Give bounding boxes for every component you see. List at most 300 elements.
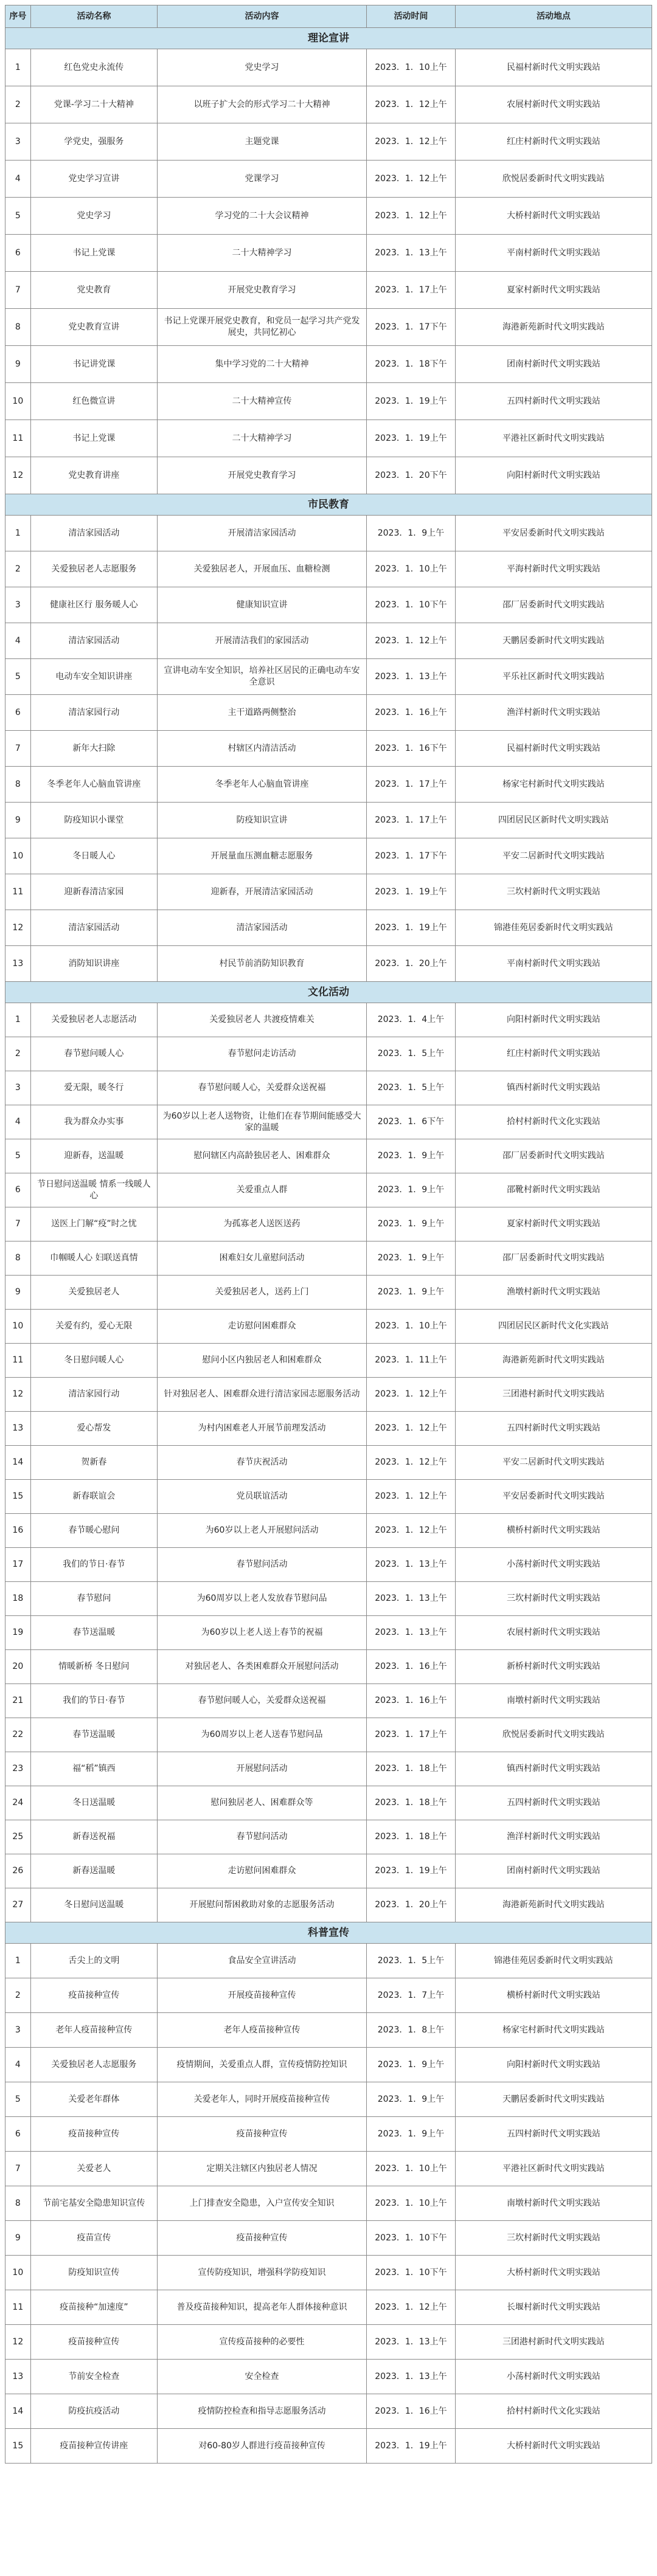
table-row (5, 551, 652, 587)
cell-name: 新春送祝福 (30, 1820, 157, 1854)
cell-time: 2023．1．12上午 (367, 1514, 456, 1548)
cell-name: 防疫知识宣传 (30, 2256, 157, 2290)
cell-no: 9 (5, 346, 31, 383)
header-time: 活动时间 (367, 5, 456, 28)
cell-location: 平安二居新时代文明实践站 (455, 838, 652, 874)
cell-no: 12 (5, 457, 31, 494)
cell-name: 党史教育宣讲 (30, 309, 157, 346)
cell-content: 关爱独居老人，开展血压、血糖检测 (158, 551, 367, 587)
cell-name: 我们的节日·春节 (30, 1684, 157, 1718)
cell-location: 夏家村新时代文明实践站 (455, 1207, 652, 1241)
cell-time: 2023．1．13上午 (367, 235, 456, 272)
cell-location: 五四村新时代文明实践站 (455, 1412, 652, 1446)
table-row (5, 2394, 652, 2429)
table-row (5, 1139, 652, 1173)
cell-location: 民福村新时代文明实践站 (455, 731, 652, 767)
cell-content: 针对独居老人、困难群众进行清洁家园志愿服务活动 (158, 1378, 367, 1412)
cell-time: 2023．1．19上午 (367, 383, 456, 420)
cell-time: 2023．1．13上午 (367, 1582, 456, 1616)
cell-location: 平南村新时代文明实践站 (455, 235, 652, 272)
cell-time: 2023．1．17上午 (367, 767, 456, 803)
cell-content: 定期关注辖区内独居老人情况 (158, 2152, 367, 2186)
cell-name: 书记上党课 (30, 235, 157, 272)
cell-location: 向阳村新时代文明实践站 (455, 457, 652, 494)
cell-location: 天鹏居委新时代文明实践站 (455, 2082, 652, 2117)
cell-location: 镇西村新时代文明实践站 (455, 1071, 652, 1105)
cell-name: 清洁家园行动 (30, 695, 157, 731)
cell-no: 25 (5, 1820, 31, 1854)
table-row (5, 659, 652, 695)
table-row (5, 1684, 652, 1718)
cell-content: 主干道路两侧整治 (158, 695, 367, 731)
cell-name: 冬季老年人心脑血管讲座 (30, 767, 157, 803)
cell-location: 横桥村新时代文明实践站 (455, 1978, 652, 2013)
cell-time: 2023．1．13上午 (367, 2360, 456, 2394)
cell-content: 二十大精神学习 (158, 235, 367, 272)
cell-name: 党史教育讲座 (30, 457, 157, 494)
cell-content: 慰问小区内独居老人和困难群众 (158, 1344, 367, 1378)
cell-no: 10 (5, 838, 31, 874)
table-row (5, 1786, 652, 1820)
cell-location: 海港新苑新时代文明实践站 (455, 309, 652, 346)
cell-name: 春节送温暖 (30, 1718, 157, 1752)
cell-name: 新春联谊会 (30, 1480, 157, 1514)
cell-time: 2023．1．12上午 (367, 1378, 456, 1412)
cell-content: 为村内困难老人开展节前理发活动 (158, 1412, 367, 1446)
cell-content: 疫情防控检查和指导志愿服务活动 (158, 2394, 367, 2429)
cell-name: 关爱有约，爱心无限 (30, 1310, 157, 1344)
cell-location: 海港新苑新时代文明实践站 (455, 1888, 652, 1922)
table-row (5, 123, 652, 161)
cell-location: 新桥村新时代文明实践站 (455, 1650, 652, 1684)
cell-name: 节前宅基安全隐患知识宣传 (30, 2186, 157, 2221)
cell-location: 三团港村新时代文明实践站 (455, 1378, 652, 1412)
cell-location: 平安居委新时代文明实践站 (455, 1480, 652, 1514)
table-row (5, 2117, 652, 2152)
cell-location: 平港社区新时代文明实践站 (455, 420, 652, 457)
cell-location: 杨家宅村新时代文明实践站 (455, 2013, 652, 2048)
cell-content: 开展清洁家园活动 (158, 516, 367, 551)
table-row (5, 1344, 652, 1378)
cell-location: 邵靴村新时代文明实践站 (455, 1173, 652, 1207)
cell-time: 2023．1．12上午 (367, 2290, 456, 2325)
cell-location: 平乐社区新时代文明实践站 (455, 659, 652, 695)
section-title: 理论宣讲 (5, 28, 652, 49)
table-row (5, 1888, 652, 1922)
cell-name: 党史学习 (30, 198, 157, 235)
cell-name: 书记上党课 (30, 420, 157, 457)
cell-time: 2023．1．12上午 (367, 623, 456, 659)
cell-location: 小荡村新时代文明实践站 (455, 2360, 652, 2394)
cell-location: 四团居民区新时代文明实践站 (455, 803, 652, 838)
cell-content: 安全检查 (158, 2360, 367, 2394)
cell-content: 春节庆祝活动 (158, 1446, 367, 1480)
cell-content: 春节慰问活动 (158, 1548, 367, 1582)
cell-content: 对独居老人、各类困难群众开展慰问活动 (158, 1650, 367, 1684)
cell-name: 我为群众办实事 (30, 1105, 157, 1139)
table-row (5, 1548, 652, 1582)
cell-name: 电动车安全知识讲座 (30, 659, 157, 695)
cell-time: 2023．1．18上午 (367, 1752, 456, 1786)
cell-name: 红色党史永流传 (30, 49, 157, 86)
cell-content: 春节慰问暖人心，关爱群众送祝福 (158, 1684, 367, 1718)
cell-no: 7 (5, 2152, 31, 2186)
cell-location: 大桥村新时代文明实践站 (455, 2429, 652, 2464)
cell-name: 清洁家园活动 (30, 910, 157, 946)
cell-no: 2 (5, 86, 31, 123)
cell-name: 爱无限，暖冬行 (30, 1071, 157, 1105)
section-row (5, 1922, 652, 1944)
cell-content: 走访慰问困难群众 (158, 1310, 367, 1344)
cell-no: 22 (5, 1718, 31, 1752)
cell-time: 2023．1．10上午 (367, 1310, 456, 1344)
cell-no: 26 (5, 1854, 31, 1888)
cell-content: 党课学习 (158, 161, 367, 198)
cell-no: 12 (5, 2325, 31, 2360)
cell-time: 2023．1．17上午 (367, 803, 456, 838)
cell-name: 关爱老人 (30, 2152, 157, 2186)
cell-no: 27 (5, 1888, 31, 1922)
cell-time: 2023．1．19上午 (367, 2429, 456, 2464)
cell-no: 1 (5, 516, 31, 551)
table-row (5, 1412, 652, 1446)
cell-name: 送医上门解“疫”时之忧 (30, 1207, 157, 1241)
cell-content: 为60周岁以上老人发放春节慰问品 (158, 1582, 367, 1616)
cell-no: 14 (5, 2394, 31, 2429)
table-row (5, 623, 652, 659)
cell-content: 困难妇女儿童慰问活动 (158, 1241, 367, 1276)
cell-name: 清洁家园行动 (30, 1378, 157, 1412)
table-row (5, 874, 652, 910)
cell-location: 大桥村新时代文明实践站 (455, 198, 652, 235)
cell-no: 7 (5, 731, 31, 767)
cell-name: 春节慰问 (30, 1582, 157, 1616)
cell-name: 疫苗接种宣传 (30, 2117, 157, 2152)
cell-content: 慰问独居老人、困难群众等 (158, 1786, 367, 1820)
cell-time: 2023．1．19上午 (367, 420, 456, 457)
cell-time: 2023．1．18上午 (367, 1786, 456, 1820)
cell-time: 2023．1．9上午 (367, 1139, 456, 1173)
cell-location: 锦港佳苑居委新时代文明实践站 (455, 910, 652, 946)
cell-location: 农展村新时代文明实践站 (455, 86, 652, 123)
cell-time: 2023．1．17下午 (367, 309, 456, 346)
cell-time: 2023．1．5上午 (367, 1037, 456, 1071)
cell-content: 对60-80岁人群进行疫苗接种宣传 (158, 2429, 367, 2464)
cell-location: 天鹏居委新时代文明实践站 (455, 623, 652, 659)
table-row (5, 1944, 652, 1978)
cell-time: 2023．1．9上午 (367, 2048, 456, 2082)
table-row (5, 1650, 652, 1684)
cell-no: 1 (5, 49, 31, 86)
cell-name: 学党史，强服务 (30, 123, 157, 161)
table-row (5, 1276, 652, 1310)
cell-content: 开展党史教育学习 (158, 457, 367, 494)
cell-content: 冬季老年人心脑血管讲座 (158, 767, 367, 803)
cell-location: 五四村新时代文明实践站 (455, 2117, 652, 2152)
cell-name: 巾帼暖人心 妇联送真情 (30, 1241, 157, 1276)
cell-no: 6 (5, 2117, 31, 2152)
cell-name: 冬日慰问送温暖 (30, 1888, 157, 1922)
cell-time: 2023．1．10上午 (367, 49, 456, 86)
table-row (5, 420, 652, 457)
cell-content: 主题党课 (158, 123, 367, 161)
cell-name: 红色微宣讲 (30, 383, 157, 420)
cell-content: 集中学习党的二十大精神 (158, 346, 367, 383)
table-row (5, 1105, 652, 1139)
cell-no: 15 (5, 2429, 31, 2464)
cell-location: 五四村新时代文明实践站 (455, 383, 652, 420)
cell-no: 10 (5, 1310, 31, 1344)
cell-content: 关爱独居老人 共渡疫情难关 (158, 1003, 367, 1037)
cell-no: 9 (5, 2221, 31, 2256)
cell-no: 11 (5, 2290, 31, 2325)
cell-name: 疫苗接种宣传 (30, 2325, 157, 2360)
cell-content: 疫苗接种宣传 (158, 2221, 367, 2256)
cell-no: 5 (5, 2082, 31, 2117)
cell-content: 村民节前消防知识教育 (158, 946, 367, 982)
cell-location: 邵厂居委新时代文明实践站 (455, 587, 652, 623)
cell-time: 2023．1．9上午 (367, 1207, 456, 1241)
cell-no: 15 (5, 1480, 31, 1514)
cell-time: 2023．1．8上午 (367, 2013, 456, 2048)
section-title: 文化活动 (5, 982, 652, 1003)
cell-no: 9 (5, 1276, 31, 1310)
cell-time: 2023．1．12上午 (367, 1446, 456, 1480)
table-header (5, 5, 652, 28)
cell-location: 大桥村新时代文明实践站 (455, 2256, 652, 2290)
cell-no: 17 (5, 1548, 31, 1582)
cell-content: 开展慰问帮困救助对象的志愿服务活动 (158, 1888, 367, 1922)
cell-no: 10 (5, 383, 31, 420)
table-row (5, 2082, 652, 2117)
cell-content: 学习党的二十大会议精神 (158, 198, 367, 235)
cell-time: 2023．1．10下午 (367, 587, 456, 623)
cell-no: 14 (5, 1446, 31, 1480)
cell-location: 向阳村新时代文明实践站 (455, 1003, 652, 1037)
cell-content: 疫情期间，关爱重点人群，宣传疫情防控知识 (158, 2048, 367, 2082)
cell-no: 7 (5, 272, 31, 309)
table-row (5, 1480, 652, 1514)
table-row (5, 2152, 652, 2186)
cell-time: 2023．1．13上午 (367, 2325, 456, 2360)
cell-location: 欣悦居委新时代文明实践站 (455, 161, 652, 198)
cell-time: 2023．1．20下午 (367, 457, 456, 494)
cell-name: 新年大扫除 (30, 731, 157, 767)
table-row (5, 803, 652, 838)
cell-no: 19 (5, 1616, 31, 1650)
cell-content: 关爱老年人，同时开展疫苗接种宣传 (158, 2082, 367, 2117)
table-row (5, 1752, 652, 1786)
cell-name: 疫苗接种“加速度” (30, 2290, 157, 2325)
cell-no: 1 (5, 1003, 31, 1037)
cell-time: 2023．1．10下午 (367, 2221, 456, 2256)
cell-no: 3 (5, 587, 31, 623)
table-row (5, 1718, 652, 1752)
table-row (5, 2325, 652, 2360)
cell-location: 平海村新时代文明实践站 (455, 551, 652, 587)
table-row (5, 1241, 652, 1276)
cell-time: 2023．1．18上午 (367, 1820, 456, 1854)
table-row (5, 272, 652, 309)
cell-no: 6 (5, 1173, 31, 1207)
table-row (5, 516, 652, 551)
cell-location: 三坎村新时代文明实践站 (455, 874, 652, 910)
cell-no: 3 (5, 123, 31, 161)
cell-no: 12 (5, 1378, 31, 1412)
cell-location: 平港社区新时代文明实践站 (455, 2152, 652, 2186)
cell-time: 2023．1．16上午 (367, 2394, 456, 2429)
cell-time: 2023．1．13上午 (367, 659, 456, 695)
cell-no: 2 (5, 1037, 31, 1071)
cell-content: 防疫知识宣讲 (158, 803, 367, 838)
header-no: 序号 (5, 5, 31, 28)
cell-time: 2023．1．19上午 (367, 1854, 456, 1888)
table-row (5, 1207, 652, 1241)
cell-location: 平安二居新时代文明实践站 (455, 1446, 652, 1480)
cell-content: 宣传防疫知识，增强科学防疫知识 (158, 2256, 367, 2290)
cell-location: 拾村村新时代文化实践站 (455, 2394, 652, 2429)
cell-time: 2023．1．12上午 (367, 123, 456, 161)
cell-location: 横桥村新时代文明实践站 (455, 1514, 652, 1548)
table-row (5, 1514, 652, 1548)
cell-no: 7 (5, 1207, 31, 1241)
cell-content: 为孤寡老人送医送药 (158, 1207, 367, 1241)
table-row (5, 2429, 652, 2464)
cell-name: 关爱老年群体 (30, 2082, 157, 2117)
cell-content: 为60岁以上老人送物资，让他们在春节期间能感受大家的温暖 (158, 1105, 367, 1139)
table-row (5, 49, 652, 86)
cell-time: 2023．1．10上午 (367, 2152, 456, 2186)
cell-time: 2023．1．9上午 (367, 2117, 456, 2152)
cell-location: 邵厂居委新时代文明实践站 (455, 1139, 652, 1173)
activity-table (5, 5, 652, 2464)
cell-content: 二十大精神宣传 (158, 383, 367, 420)
cell-name: 舌尖上的文明 (30, 1944, 157, 1978)
table-row (5, 910, 652, 946)
table-row (5, 1582, 652, 1616)
header-location: 活动地点 (455, 5, 652, 28)
table-row (5, 1978, 652, 2013)
cell-time: 2023．1．9上午 (367, 1241, 456, 1276)
cell-content: 党员联谊活动 (158, 1480, 367, 1514)
cell-no: 12 (5, 910, 31, 946)
cell-location: 杨家宅村新时代文明实践站 (455, 767, 652, 803)
cell-no: 11 (5, 420, 31, 457)
cell-time: 2023．1．12上午 (367, 198, 456, 235)
section-row (5, 982, 652, 1003)
cell-location: 向阳村新时代文明实践站 (455, 2048, 652, 2082)
cell-location: 拾村村新时代文化实践站 (455, 1105, 652, 1139)
cell-time: 2023．1．9上午 (367, 516, 456, 551)
cell-name: 书记讲党课 (30, 346, 157, 383)
cell-name: 关爱独居老人志愿服务 (30, 551, 157, 587)
cell-name: 消防知识讲座 (30, 946, 157, 982)
cell-name: 党史学习宣讲 (30, 161, 157, 198)
cell-content: 以班子扩大会的形式学习二十大精神 (158, 86, 367, 123)
section-row (5, 494, 652, 516)
cell-content: 二十大精神学习 (158, 420, 367, 457)
cell-time: 2023．1．6下午 (367, 1105, 456, 1139)
cell-time: 2023．1．16上午 (367, 695, 456, 731)
cell-content: 清洁家园活动 (158, 910, 367, 946)
cell-time: 2023．1．16上午 (367, 1684, 456, 1718)
cell-name: 春节暖心慰问 (30, 1514, 157, 1548)
section-title: 市民教育 (5, 494, 652, 516)
table-row (5, 838, 652, 874)
cell-location: 锦港佳苑居委新时代文明实践站 (455, 1944, 652, 1978)
table-row (5, 1378, 652, 1412)
cell-time: 2023．1．10上午 (367, 2186, 456, 2221)
cell-content: 上门排查安全隐患，入户宣传安全知识 (158, 2186, 367, 2221)
cell-location: 渔墩村新时代文明实践站 (455, 1276, 652, 1310)
cell-time: 2023．1．5上午 (367, 1944, 456, 1978)
cell-no: 24 (5, 1786, 31, 1820)
cell-name: 福“稻”镇西 (30, 1752, 157, 1786)
cell-name: 春节慰问暖人心 (30, 1037, 157, 1071)
cell-no: 9 (5, 803, 31, 838)
table-row (5, 1003, 652, 1037)
cell-content: 为60岁以上老人开展慰问活动 (158, 1514, 367, 1548)
cell-location: 邵厂居委新时代文明实践站 (455, 1241, 652, 1276)
table-row (5, 731, 652, 767)
cell-no: 23 (5, 1752, 31, 1786)
table-row (5, 2290, 652, 2325)
table-row (5, 309, 652, 346)
cell-content: 村辖区内清洁活动 (158, 731, 367, 767)
cell-no: 3 (5, 1071, 31, 1105)
cell-no: 10 (5, 2256, 31, 2290)
cell-location: 欣悦居委新时代文明实践站 (455, 1718, 652, 1752)
table-row (5, 2186, 652, 2221)
table-row (5, 1310, 652, 1344)
cell-no: 5 (5, 1139, 31, 1173)
cell-name: 疫苗接种宣传讲座 (30, 2429, 157, 2464)
cell-time: 2023．1．9上午 (367, 1173, 456, 1207)
table-row (5, 2048, 652, 2082)
cell-no: 13 (5, 1412, 31, 1446)
cell-content: 春节慰问走访活动 (158, 1037, 367, 1071)
cell-no: 13 (5, 2360, 31, 2394)
cell-name: 关爱独居老人志愿活动 (30, 1003, 157, 1037)
table-row (5, 2013, 652, 2048)
cell-time: 2023．1．20上午 (367, 946, 456, 982)
cell-no: 13 (5, 946, 31, 982)
cell-location: 长堰村新时代文明实践站 (455, 2290, 652, 2325)
cell-content: 开展量血压测血糖志愿服务 (158, 838, 367, 874)
cell-content: 书记上党课开展党史教育，和党员一起学习共产党发展史，共同忆初心 (158, 309, 367, 346)
cell-name: 冬日慰问暖人心 (30, 1344, 157, 1378)
cell-location: 民福村新时代文明实践站 (455, 49, 652, 86)
cell-no: 4 (5, 623, 31, 659)
cell-location: 渔洋村新时代文明实践站 (455, 1820, 652, 1854)
cell-location: 镇西村新时代文明实践站 (455, 1752, 652, 1786)
cell-name: 贺新春 (30, 1446, 157, 1480)
cell-no: 4 (5, 161, 31, 198)
table-row (5, 2256, 652, 2290)
cell-content: 开展疫苗接种宣传 (158, 1978, 367, 2013)
table-row (5, 2221, 652, 2256)
cell-content: 食品安全宣讲活动 (158, 1944, 367, 1978)
cell-no: 11 (5, 1344, 31, 1378)
table-row (5, 1446, 652, 1480)
cell-time: 2023．1．19上午 (367, 910, 456, 946)
cell-no: 4 (5, 2048, 31, 2082)
cell-name: 关爱独居老人志愿服务 (30, 2048, 157, 2082)
cell-location: 平安居委新时代文明实践站 (455, 516, 652, 551)
cell-no: 2 (5, 551, 31, 587)
cell-time: 2023．1．12上午 (367, 1480, 456, 1514)
cell-name: 疫苗宣传 (30, 2221, 157, 2256)
